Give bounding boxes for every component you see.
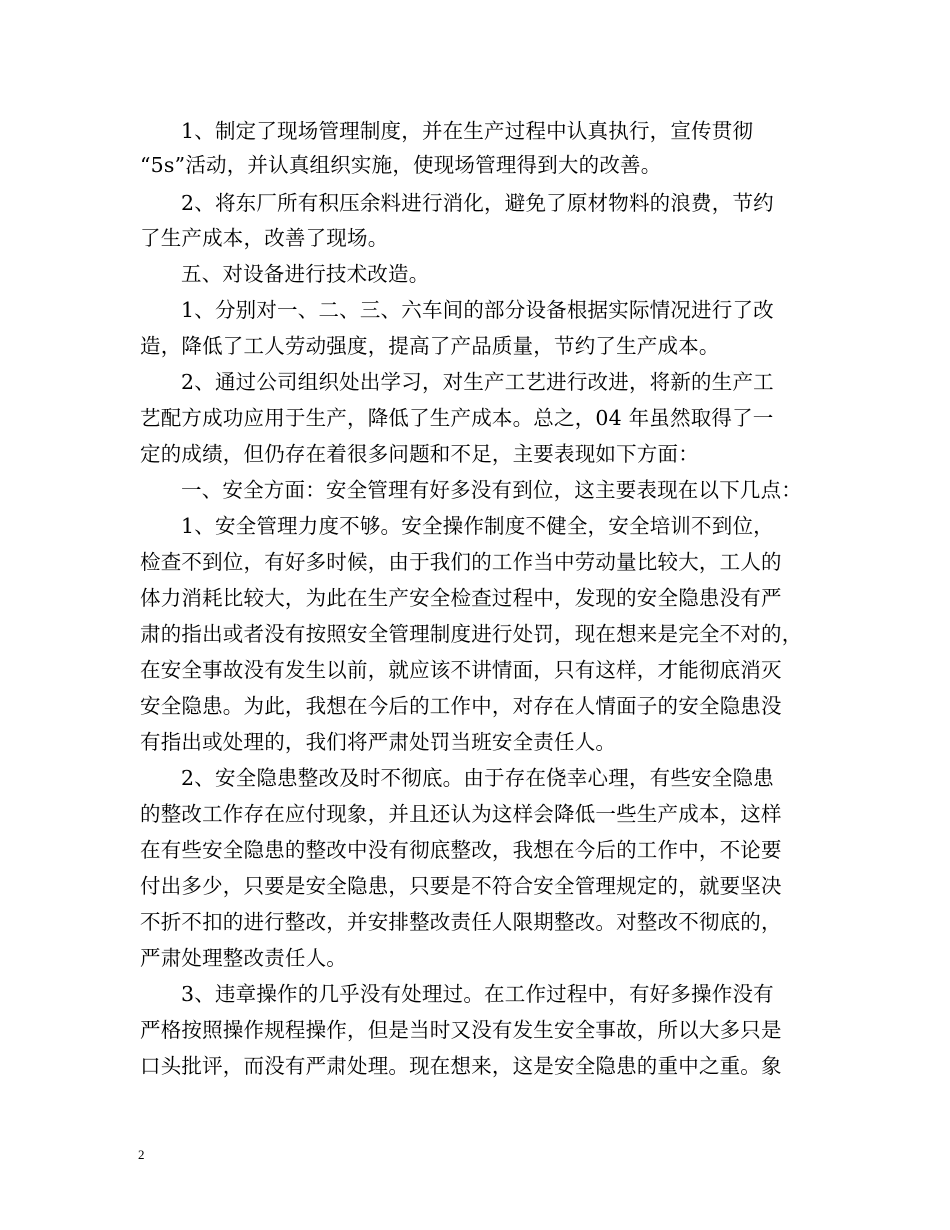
- text-line: 3、违章操作的几乎没有处理过。在工作过程中，有好多操作没有: [181, 982, 774, 1006]
- text-line: 付出多少，只要是安全隐患，只要是不符合安全管理规定的，就要坚决: [140, 874, 782, 898]
- text-line: 严肃处理整改责任人。: [140, 946, 347, 970]
- text-line: 口头批评，而没有严肃处理。现在想来，这是安全隐患的重中之重。象: [140, 1054, 782, 1078]
- text-line: 一、安全方面：安全管理有好多没有到位，这主要表现在以下几点：: [181, 478, 802, 502]
- text-line: 定的成绩，但仍存在着很多问题和不足，主要表现如下方面：: [140, 442, 699, 466]
- page-number: 2: [138, 1147, 145, 1162]
- text-line: 的整改工作存在应付现象，并且还认为这样会降低一些生产成本，这样: [140, 802, 782, 826]
- text-line: 2、通过公司组织处出学习，对生产工艺进行改进，将新的生产工: [181, 370, 774, 394]
- text-line: 在有些安全隐患的整改中没有彻底整改，我想在今后的工作中，不论要: [140, 838, 782, 862]
- text-line: 检查不到位，有好多时候，由于我们的工作当中劳动量比较大，工人的: [140, 550, 782, 574]
- text-line: 有指出或处理的，我们将严肃处罚当班安全责任人。: [140, 730, 617, 754]
- text-line: 造，降低了工人劳动强度，提高了产品质量，节约了生产成本。: [140, 334, 720, 358]
- text-line: 不折不扣的进行整改，并安排整改责任人限期整改。对整改不彻底的，: [140, 910, 782, 934]
- text-line: “5s”活动，并认真组织实施，使现场管理得到大的改善。: [140, 153, 662, 177]
- text-line: 艺配方成功应用于生产，降低了生产成本。总之，04 年虽然取得了一: [140, 406, 774, 430]
- text-line: 2、将东厂所有积压余料进行消化，避免了原材物料的浪费，节约: [181, 191, 774, 215]
- text-line: 肃的指出或者没有按照安全管理制度进行处罚，现在想来是完全不对的，: [140, 622, 803, 646]
- text-line: 在安全事故没有发生以前，就应该不讲情面，只有这样，才能彻底消灭: [140, 658, 782, 682]
- text-line: 五、对设备进行技术改造。: [181, 262, 430, 286]
- text-line: 1、安全管理力度不够。安全操作制度不健全，安全培训不到位，: [181, 514, 774, 538]
- text-line: 体力消耗比较大，为此在生产安全检查过程中，发现的安全隐患没有严: [140, 586, 782, 610]
- text-line: 1、分别对一、二、三、六车间的部分设备根据实际情况进行了改: [181, 298, 774, 322]
- text-line: 1、制定了现场管理制度，并在生产过程中认真执行，宣传贯彻: [181, 119, 754, 143]
- text-line: 严格按照操作规程操作，但是当时又没有发生安全事故，所以大多只是: [140, 1018, 782, 1042]
- text-line: 了生产成本，改善了现场。: [140, 226, 389, 250]
- text-line: 安全隐患。为此，我想在今后的工作中，对存在人情面子的安全隐患没: [140, 694, 782, 718]
- text-line: 2、安全隐患整改及时不彻底。由于存在侥幸心理，有些安全隐患: [181, 766, 774, 790]
